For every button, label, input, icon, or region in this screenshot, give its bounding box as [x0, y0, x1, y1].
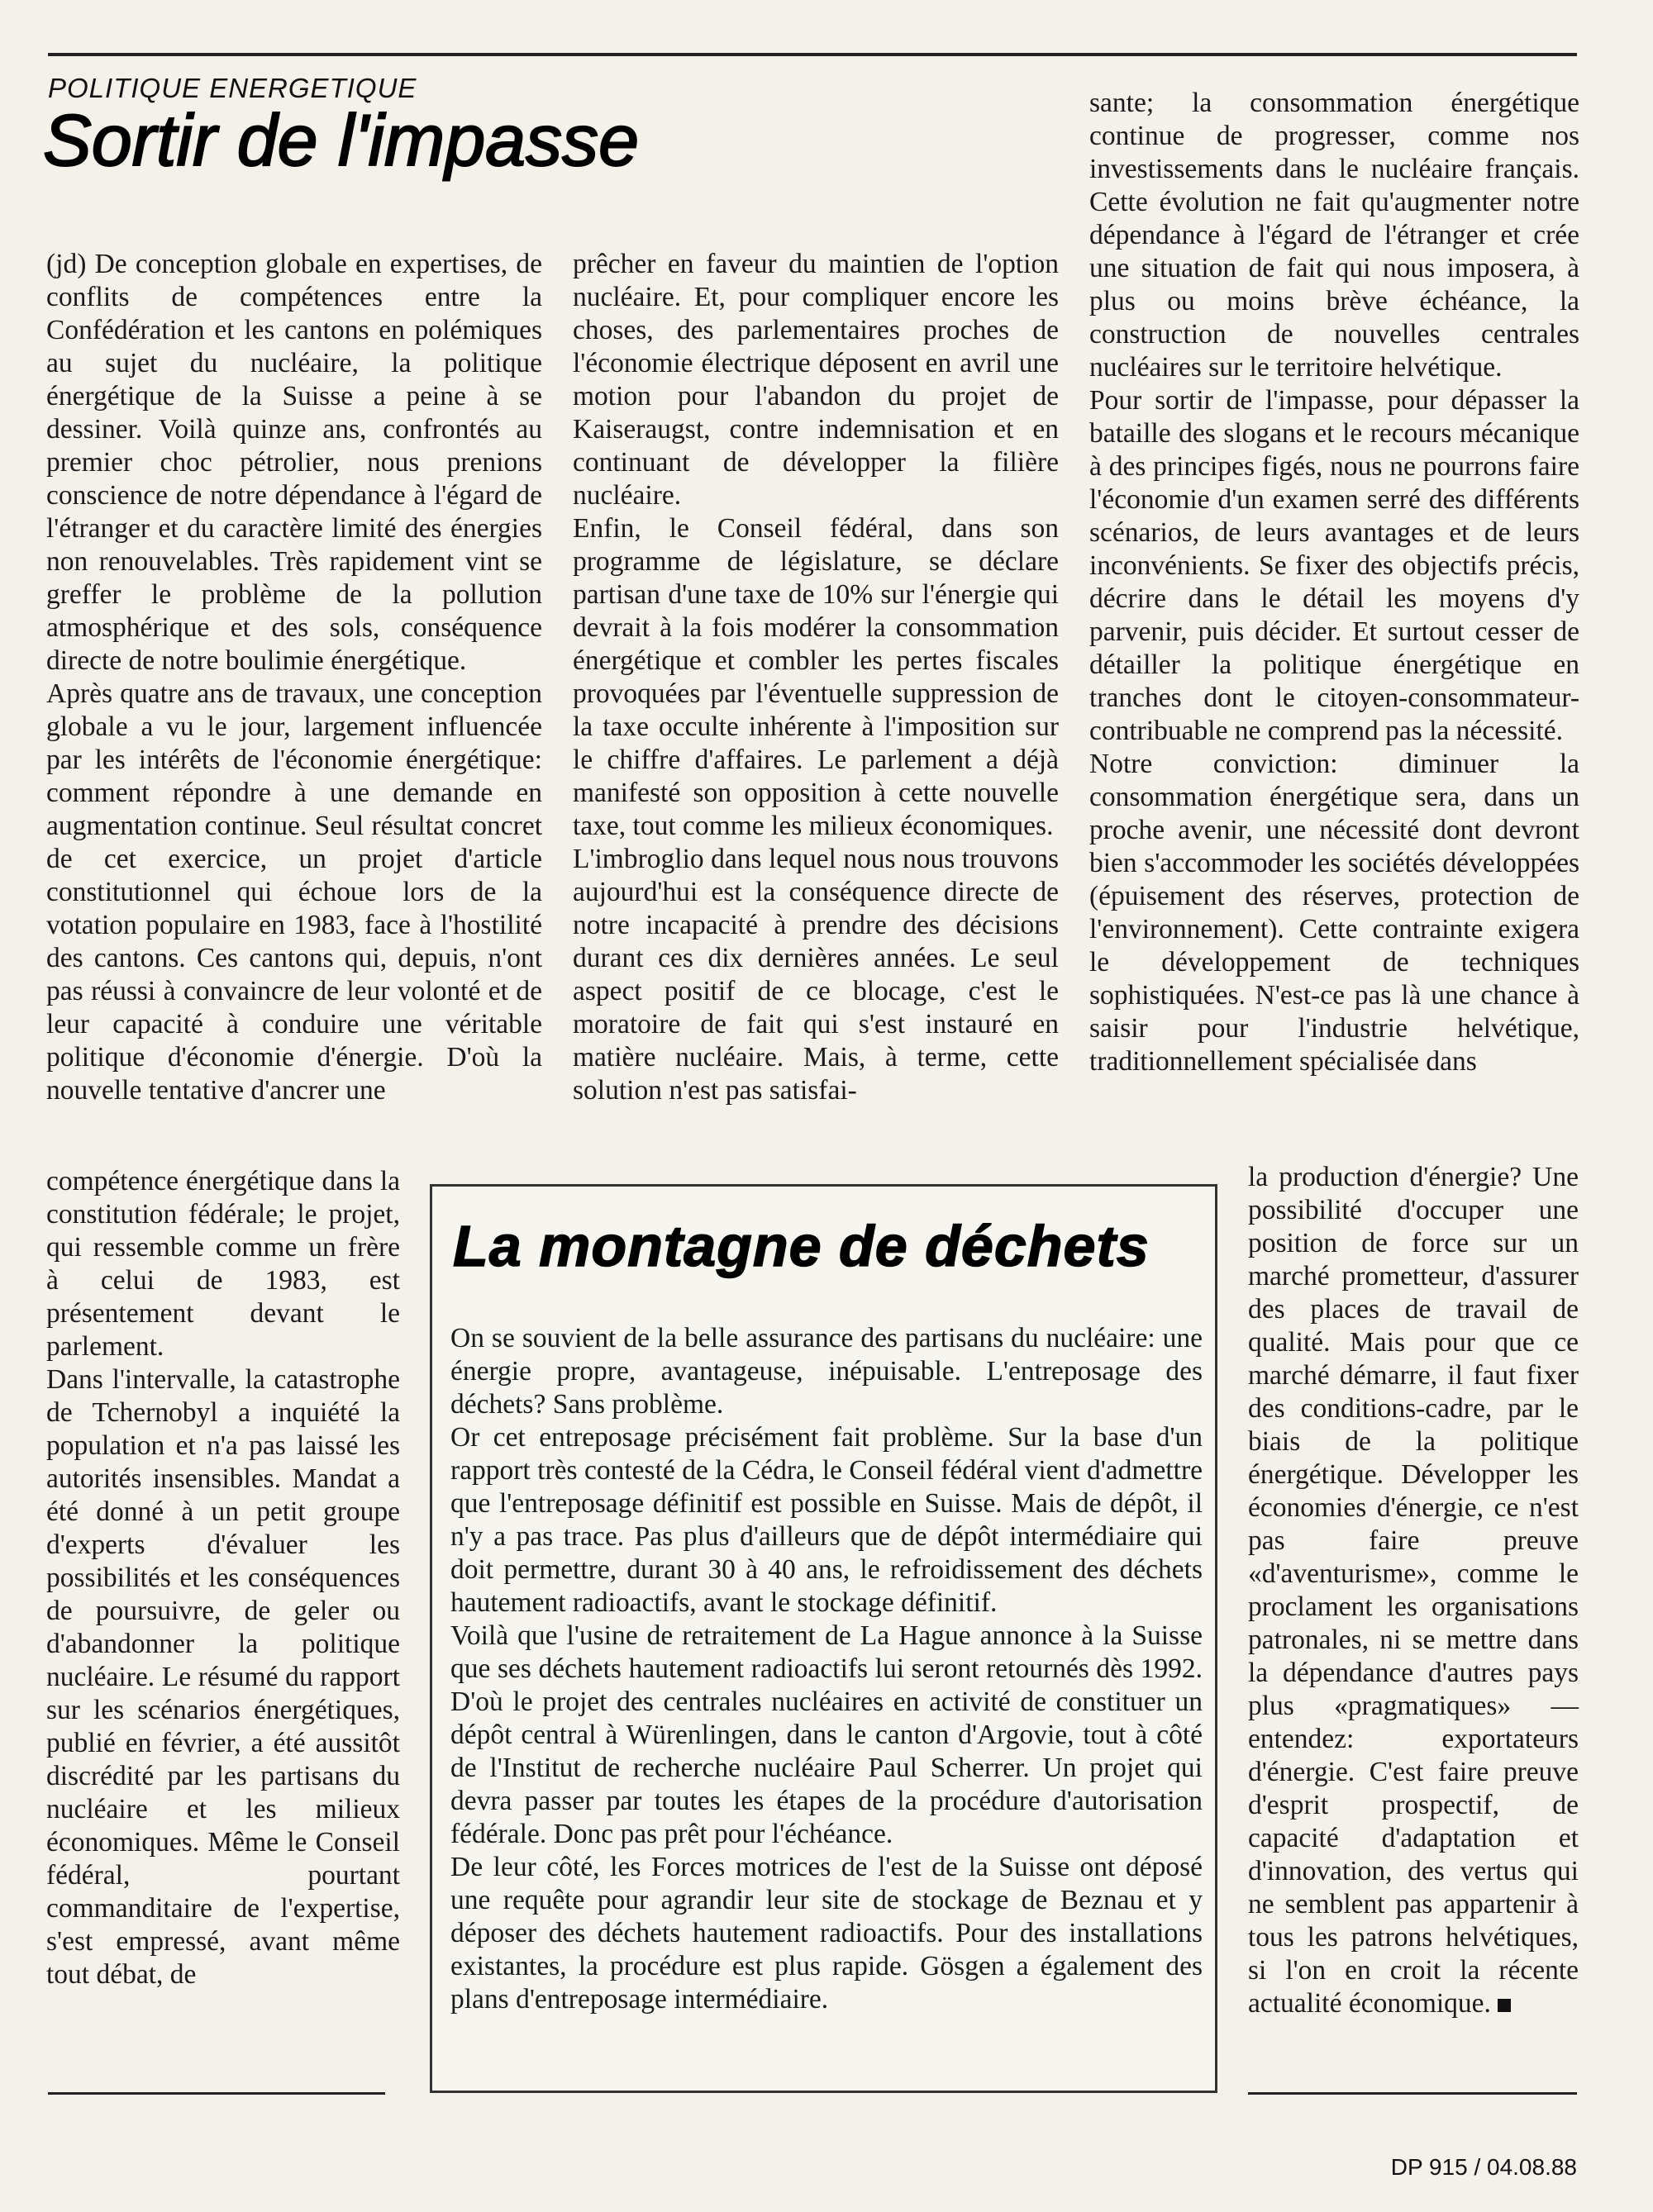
top-rule [48, 53, 1577, 56]
paragraph: On se souvient de la belle assurance des partisans du nucléaire: une énergie propre, avantageuse, inépuisable. L'entreposage des déchets? Sans problème. [450, 1323, 1203, 1420]
paragraph: Or cet entreposage précisément fait problème. Sur la base d'un rapport très contesté de la Cédra, le Conseil fédéral vient d'admettre que l'entreposage définitif est possible en Suisse. Mais de dépôt, il n'y a pas trace. Pas plus d'ailleurs que de dépôt intermédiaire qui doit permettre, durant 30 à 40 ans, le refroidissement des déchets hautement radioactifs, avant le stockage définitif. [450, 1422, 1203, 1618]
article-title: Sortir de l'impasse [43, 99, 640, 181]
paragraph: (jd) De conception globale en expertises, de conflits de compétences entre la Confédération et les cantons en polémiques au sujet du nucléaire, la politique énergétique de la Suisse a peine à se dessiner. Voilà quinze ans, confrontés au premier choc pétrolier, nous prenions conscience de notre dépendance à l'égard de l'étranger et du caractère limité des énergies non renouvelables. Très rapidement vint se greffer le problème de la pollution atmosphérique et des sols, conséquence directe de notre boulimie énergétique. [46, 249, 542, 676]
sidebar-title: La montagne de déchets [453, 1214, 1150, 1278]
paragraph: L'imbroglio dans lequel nous nous trouvons aujourd'hui est la conséquence directe de notre incapacité à prendre des décisions durant ces dix dernières années. Le seul aspect positif de ce blocage, c'est le moratoire de fait qui s'est instauré en matière nucléaire. Mais, à terme, cette solution n'est pas satisfai- [573, 844, 1059, 1106]
paragraph [1248, 1161, 1579, 2020]
paragraph-text: la production d'énergie? Une possibilité d'occuper une position de force sur un marché prometteur, d'assurer des places de travail de qualité. Mais pour que ce marché démarre, il faut fixer des conditions-cadre, par le biais de la politique énergétique. Développer les économies d'énergie, ce n'est pas faire preuve «d'aventurisme», comme le proclament les organisations patronales, ni se mettre dans la dépendance d'autres pays plus «pragmatiques» — entendez: exportateurs d'énergie. C'est faire preuve d'esprit prospectif, de capacité d'adaptation et d'innovation, des vertus qui ne semblent pas appartenir à tous les patrons helvétiques, si l'on en croit la récente actualité économique. [1248, 1162, 1579, 2019]
article-column-3-continued [1248, 1161, 1579, 2020]
paragraph: Notre conviction: diminuer la consommation énergétique sera, dans un proche avenir, une nécessité dont devront bien s'accommoder les sociétés développées (épuisement des réserves, protection de l'environnement). Cette contrainte exigera le développement de techniques sophistiquées. N'est-ce pas là une chance à saisir pour l'industrie helvétique, traditionnellement spécialisée dans [1089, 749, 1579, 1077]
article-column-1-continued [46, 1165, 400, 1991]
sidebar-text [450, 1322, 1203, 2016]
paragraph: Enfin, le Conseil fédéral, dans son programme de législature, se déclare partisan d'une taxe de 10% sur l'énergie qui devrait à la fois modérer la consommation énergétique et combler les pertes fiscales provoquées par l'éventuelle suppression de la taxe occulte inhérente à l'imposition sur le chiffre d'affaires. Le parlement a déjà manifesté son opposition à cette nouvelle taxe, tout comme les milieux économiques. [573, 513, 1059, 841]
bottom-rule-right [1248, 2092, 1577, 2095]
paragraph: Après quatre ans de travaux, une conception globale a vu le jour, largement influencée par les intérêts de l'économie énergétique: comment répondre à une demande en augmentation continue. Seul résultat concret de cet exercice, un projet d'article constitutionnel qui échoue lors de la votation populaire en 1983, face à l'hostilité des cantons. Ces cantons qui, depuis, n'ont pas réussi à convaincre de leur volonté et de leur capacité à conduire une véritable politique d'économie d'énergie. D'où la nouvelle tentative d'ancrer une [46, 678, 542, 1106]
paragraph: Voilà que l'usine de retraitement de La Hague annonce à la Suisse que ses déchets hautement radioactifs lui seront retournés dès 1992. D'où le projet des centrales nucléaires en activité de constituer un dépôt central à Würenlingen, dans le canton d'Argovie, tout à côté de l'Institut de recherche nucléaire Paul Scherrer. Un projet qui devra passer par toutes les étapes de la procédure d'autorisation fédérale. Donc pas prêt pour l'échéance. [450, 1620, 1203, 1849]
paragraph: Pour sortir de l'impasse, pour dépasser la bataille des slogans et le recours mécanique à des principes figés, nous ne pourrons faire l'économie d'un examen serré des différents scénarios, de leurs avantages et de leurs inconvénients. Se fixer des objectifs précis, décrire dans le détail les moyens d'y parvenir, puis décider. Et surtout cesser de détailler la politique énergétique en tranches dont le citoyen-consommateur-contribuable ne comprend pas la nécessité. [1089, 385, 1579, 746]
paragraph: compétence énergétique dans la constitution fédérale; le projet, qui ressemble comme un frère à celui de 1983, est présentement devant le parlement. [46, 1166, 400, 1362]
issue-reference: DP 915 / 04.08.88 [1390, 2154, 1577, 2180]
paragraph: sante; la consommation énergétique continue de progresser, comme nos investissements dans le nucléaire français. Cette évolution ne fait qu'augmenter notre dépendance à l'égard de l'étranger et crée une situation de fait qui nous imposera, à plus ou moins brève échéance, la construction de nouvelles centrales nucléaires sur le territoire helvétique. [1089, 88, 1579, 383]
paragraph: prêcher en faveur du maintien de l'option nucléaire. Et, pour compliquer encore les choses, des parlementaires proches de l'économie électrique déposent en avril une motion pour l'abandon du projet de Kaiseraugst, contre indemnisation et en continuant de développer la filière nucléaire. [573, 249, 1059, 511]
paragraph: De leur côté, les Forces motrices de l'est de la Suisse ont déposé une requête pour agrandir leur site de stockage de Beznau et y déposer des déchets hautement radioactifs. Pour des installations existantes, la procédure est plus rapide. Gösgen a également des plans d'entreposage intermédiaire. [450, 1852, 1203, 2015]
section-kicker: POLITIQUE ENERGETIQUE [48, 73, 417, 103]
article-column-2 [573, 248, 1059, 1107]
paragraph: Dans l'intervalle, la catastrophe de Tchernobyl a inquiété la population et n'a pas laissé les autorités insensibles. Mandat a été donné à un petit groupe d'experts d'évaluer les possibilités et les conséquences de poursuivre, de geler ou d'abandonner la politique nucléaire. Le résumé du rapport sur les scénarios énergétiques, publié en février, a été aussitôt discrédité par les partisans du nucléaire et les milieux économiques. Même le Conseil fédéral, pourtant commanditaire de l'expertise, s'est empressé, avant même tout débat, de [46, 1364, 400, 1990]
article-column-1 [46, 248, 542, 1107]
bottom-rule-left [48, 2092, 385, 2095]
article-column-3 [1089, 87, 1579, 1078]
end-of-article-icon [1498, 1999, 1511, 2012]
